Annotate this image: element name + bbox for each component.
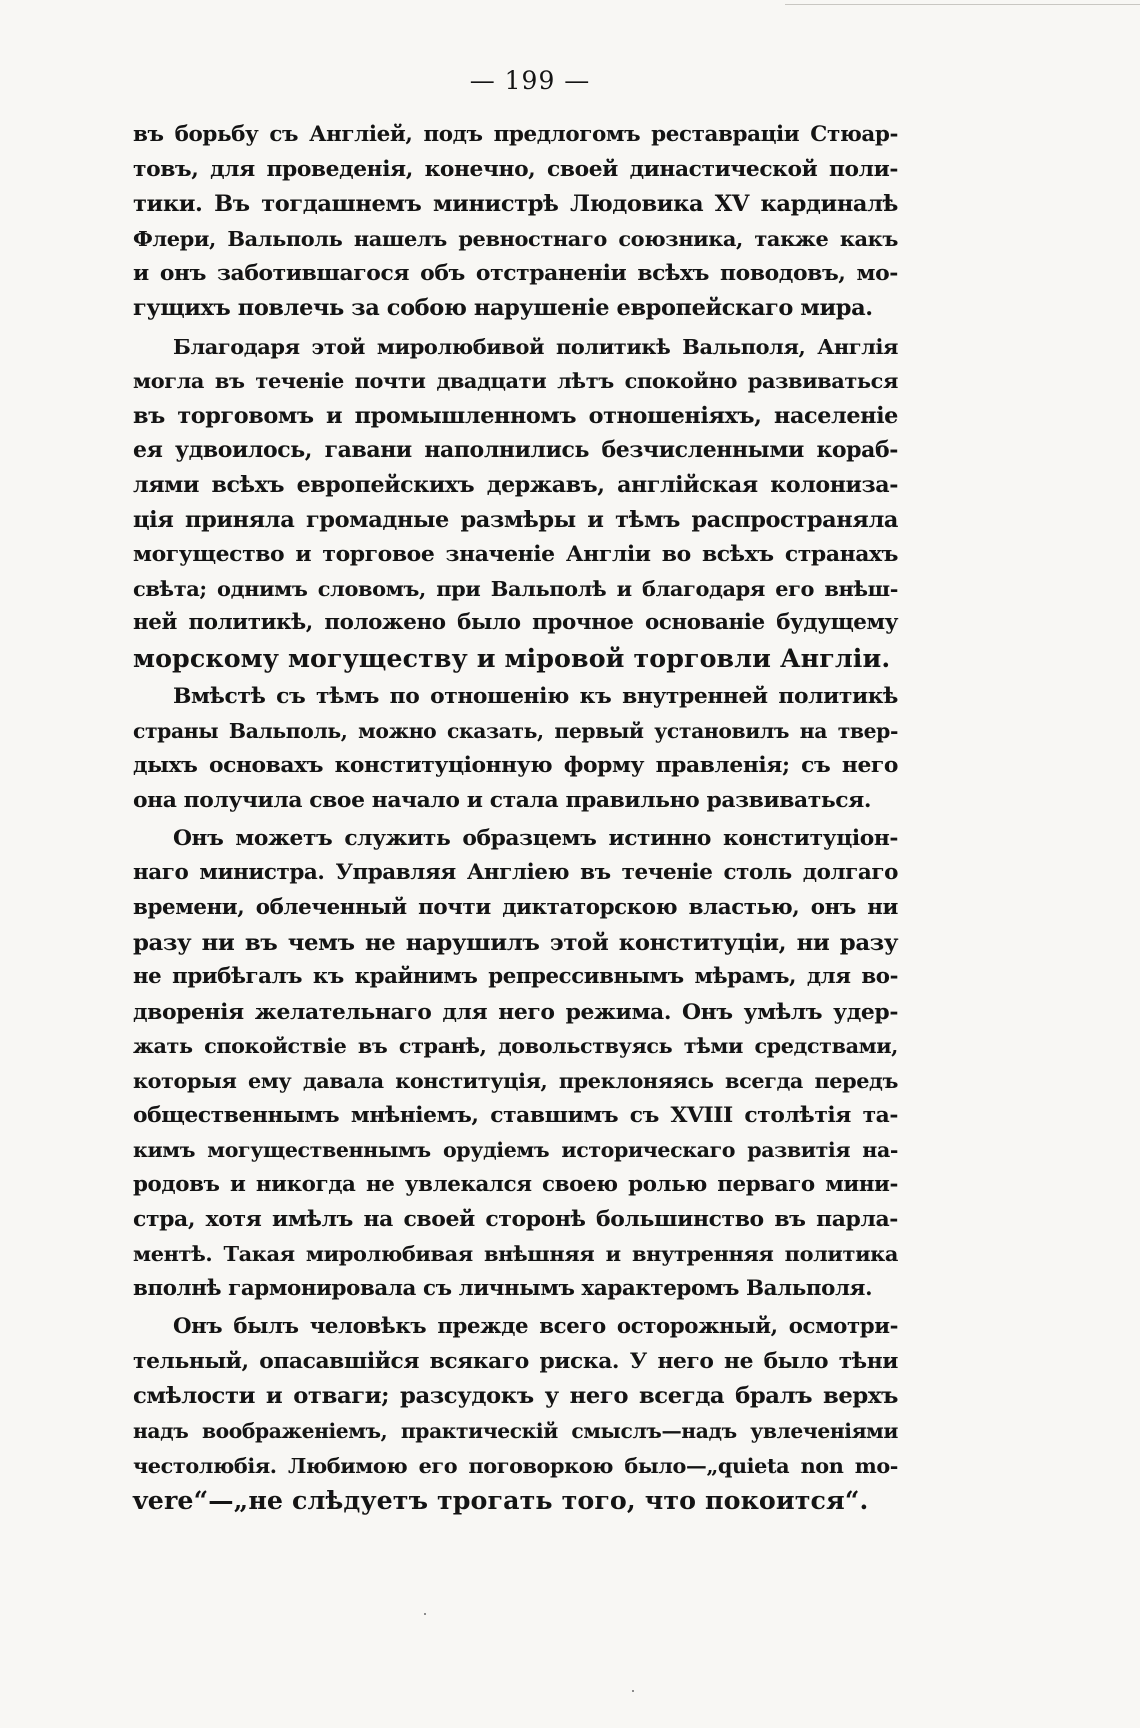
text-line: жать спокойствіе въ странѣ, довольствуясь тѣми средствами, — [133, 1034, 898, 1059]
text-line: гущихъ повлечь за собою нарушеніе европейскаго мира. — [133, 294, 873, 321]
text-line: могущество и торговое значеніе Англіи во всѣхъ странахъ — [133, 541, 898, 568]
text-line: которыя ему давала конституція, преклоняясь всегда передъ — [133, 1068, 898, 1094]
text-line: морскому могуществу и міровой торговли Англіи. — [133, 642, 891, 673]
text-line: родовъ и никогда не увлекался своею ролью перваго мини- — [133, 1171, 898, 1197]
text-line: ней политикѣ, положено было прочное основаніе будущему — [133, 610, 898, 636]
text-line: свѣта; однимъ словомъ, при Вальполѣ и благодаря его внѣш- — [133, 575, 898, 601]
text-line: разу ни въ чемъ не нарушилъ этой конституціи, ни разу — [133, 929, 898, 956]
body-text — [133, 118, 898, 1518]
text-line: надъ воображеніемъ, практическій смыслъ—надъ увлеченіями — [133, 1418, 898, 1443]
text-line: общественнымъ мнѣніемъ, ставшимъ съ XVIII столѣтія та- — [133, 1102, 898, 1128]
text-line: Благодаря этой миролюбивой политикѣ Вальполя, Англія — [173, 333, 898, 359]
text-line: тельный, опасавшійся всякаго риска. У него не было тѣни — [133, 1348, 898, 1374]
text-line: Онъ можетъ служить образцемъ истинно конституціон- — [173, 825, 898, 851]
text-line: честолюбія. Любимою его поговоркою было—„quieta non mo- — [133, 1452, 898, 1478]
text-line: лями всѣхъ европейскихъ державъ, англійская колониза- — [133, 471, 898, 498]
text-line: страны Вальполь, можно сказать, первый установилъ на твер- — [133, 719, 898, 744]
scan-speck — [424, 1613, 426, 1615]
text-line: ція приняла громадные размѣры и тѣмъ распространяла — [133, 506, 898, 533]
text-line: и онъ заботившагося объ отстраненіи всѣхъ поводовъ, мо- — [133, 260, 898, 287]
text-line: vere“—„не слѣдуетъ трогать того, что покоится“. — [133, 1485, 869, 1516]
text-line: наго министра. Управляя Англіею въ теченіе столь долгаго — [133, 860, 898, 886]
text-line: ея удвоилось, гавани наполнились безчисленными кораб- — [133, 437, 898, 464]
paragraph-3 — [133, 680, 898, 818]
paragraph-4 — [133, 822, 898, 1306]
scan-speck — [632, 1690, 634, 1692]
text-line: въ борьбу съ Англіей, подъ предлогомъ реставраціи Стюар- — [133, 122, 898, 147]
text-line: въ торговомъ и промышленномъ отношеніяхъ, населеніе — [133, 402, 898, 429]
text-line: тики. Въ тогдашнемъ министрѣ Людовика XV кардиналѣ — [133, 191, 898, 218]
page-number: — 199 — — [469, 66, 591, 95]
paragraph-1 — [133, 118, 898, 326]
text-line: кимъ могущественнымъ орудіемъ историческаго развитія на- — [133, 1138, 898, 1163]
text-line: могла въ теченіе почти двадцати лѣтъ спокойно развиваться — [133, 368, 898, 394]
paragraph-2 — [133, 330, 898, 676]
text-line: дворенія желательнаго для него режима. Онъ умѣлъ удер- — [133, 998, 898, 1025]
scan-edge-line — [785, 4, 1140, 5]
paragraph-5 — [133, 1310, 898, 1518]
text-line: она получила свое начало и стала правильно развиваться. — [133, 787, 872, 814]
text-line: вполнѣ гармонировала съ личнымъ характеромъ Вальполя. — [133, 1275, 873, 1301]
text-line: Вмѣстѣ съ тѣмъ по отношенію къ внутренней политикѣ — [173, 683, 898, 709]
text-line: Флери, Вальполь нашелъ ревностнаго союзника, также какъ — [133, 225, 898, 251]
text-line: Онъ былъ человѣкъ прежде всего осторожный, осмотри- — [173, 1314, 898, 1340]
text-line: не прибѣгалъ къ крайнимъ репрессивнымъ мѣрамъ, для во- — [133, 964, 898, 990]
text-line: товъ, для проведенія, конечно, своей династической поли- — [133, 156, 898, 182]
text-line: смѣлости и отваги; разсудокъ у него всегда бралъ верхъ — [133, 1383, 898, 1410]
text-line: дыхъ основахъ конституціонную форму правленія; съ него — [133, 752, 898, 778]
text-line: времени, облеченный почти диктаторскою властью, онъ ни — [133, 895, 898, 921]
text-line: ментѣ. Такая миролюбивая внѣшняя и внутренняя политика — [133, 1241, 898, 1266]
text-line: стра, хотя имѣлъ на своей сторонѣ большинство въ парла- — [133, 1206, 898, 1233]
